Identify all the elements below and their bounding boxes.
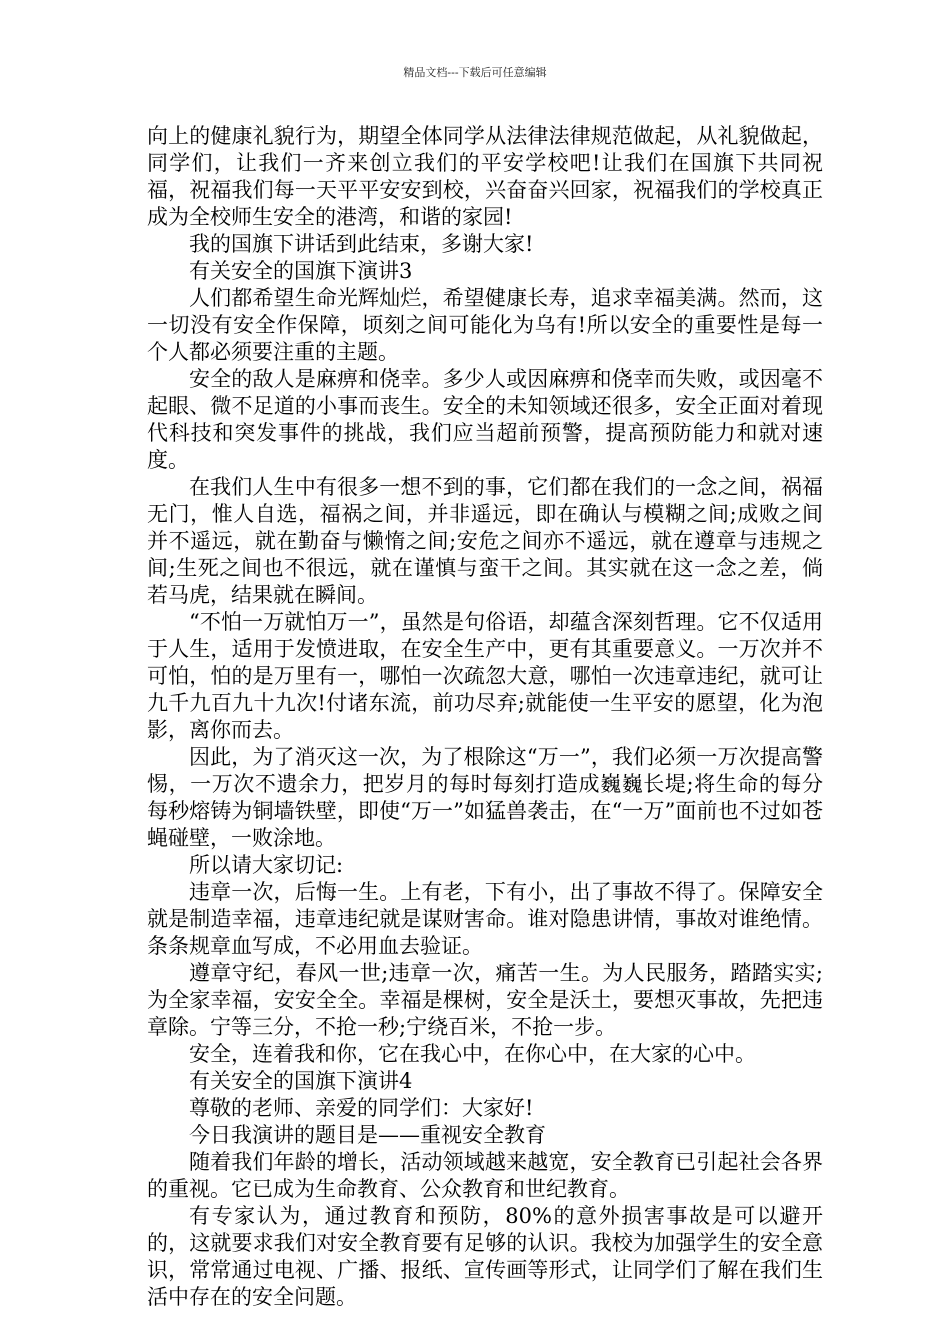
paragraph: “不怕一万就怕万一”，虽然是句俗语，却蕴含深刻哲理。它不仅适用于人生，适用于发愤进取，在安全生产中，更有其重要意义。一万次并不可怕，怕的是万里有一，哪怕一次疏忽大意，哪怕一次违章违纪，就可让九千九百九十九次!付诸东流，前功尽弃;就能使一生平安的愿望，化为泡影，离你而去。 [147, 610, 823, 742]
paragraph: 遵章守纪，春风一世;违章一次，痛苦一生。为人民服务，踏踏实实;为全家幸福，安安全全。幸福是棵树，安全是沃土，要想灭事故，先把违章除。宁等三分，不抢一秒;宁绕百米，不抢一步。 [147, 961, 823, 1039]
paragraph: 有专家认为，通过教育和预防，80%的意外损害事故是可以避开的，这就要求我们对安全教育要有足够的认识。我校为加强学生的安全意识，常常通过电视、广播、报纸、宣传画等形式，让同学们了解在我们生活中存在的安全问题。 [147, 1204, 823, 1309]
paragraph: 尊敬的老师、亲爱的同学们：大家好! [189, 1096, 534, 1120]
paragraph: 我的国旗下讲话到此结束，多谢大家! [189, 232, 534, 256]
paragraph: 安全，连着我和你，它在我心中，在你心中，在大家的心中。 [189, 1042, 756, 1066]
paragraph: 向上的健康礼貌行为，期望全体同学从法律法律规范做起，从礼貌做起，同学们，让我们一齐来创立我们的平安学校吧!让我们在国旗下共同祝福，祝福我们每一天平平安安到校，兴奋奋兴回家，祝福我们的学校真正成为全校师生安全的港湾，和谐的家园! [147, 124, 823, 229]
paragraph: 违章一次，后悔一生。上有老，下有小，出了事故不得了。保障安全就是制造幸福，违章违纪就是谋财害命。谁对隐患讲情，事故对谁绝情。条条规章血写成，不必用血去验证。 [147, 880, 823, 958]
section-heading: 有关安全的国旗下演讲4 [189, 1069, 413, 1093]
document-body [147, 123, 823, 1311]
section-heading: 有关安全的国旗下演讲3 [189, 259, 413, 283]
paragraph: 所以请大家切记: [189, 853, 344, 877]
paragraph: 在我们人生中有很多一想不到的事，它们都在我们的一念之间，祸福无门，惟人自选，福祸之间，并非遥远，即在确认与模糊之间;成败之间并不遥远，就在勤奋与懒惰之间;安危之间亦不遥远，就在遵章与违规之间;生死之间也不很远，就在谨慎与蛮干之间。其实就在这一念之差，倘若马虎，结果就在瞬间。 [147, 475, 823, 607]
paragraph: 安全的敌人是麻痹和侥幸。多少人或因麻痹和侥幸而失败，或因毫不起眼、微不足道的小事而丧生。安全的未知领域还很多，安全正面对着现代科技和突发事件的挑战，我们应当超前预警，提高预防能力和就对速度。 [147, 367, 823, 472]
paragraph: 人们都希望生命光辉灿烂，希望健康长寿，追求幸福美满。然而，这一切没有安全作保障，顷刻之间可能化为乌有!所以安全的重要性是每一个人都必须要注重的主题。 [147, 286, 823, 364]
paragraph: 今日我演讲的题目是——重视安全教育 [189, 1123, 546, 1147]
paragraph: 因此，为了消灭这一次，为了根除这“万一”，我们必须一万次提高警惕，一万次不遗余力，把岁月的每时每刻打造成巍巍长堤;将生命的每分每秒熔铸为铜墙铁壁，即使“万一”如猛兽袭击，在“一万”面前也不过如苍蝇碰壁，一败涂地。 [147, 745, 823, 850]
page-header: 精品文档---下载后可任意编辑 [403, 66, 547, 79]
paragraph: 随着我们年龄的增长，活动领域越来越宽，安全教育已引起社会各界的重视。它已成为生命教育、公众教育和世纪教育。 [147, 1150, 823, 1201]
